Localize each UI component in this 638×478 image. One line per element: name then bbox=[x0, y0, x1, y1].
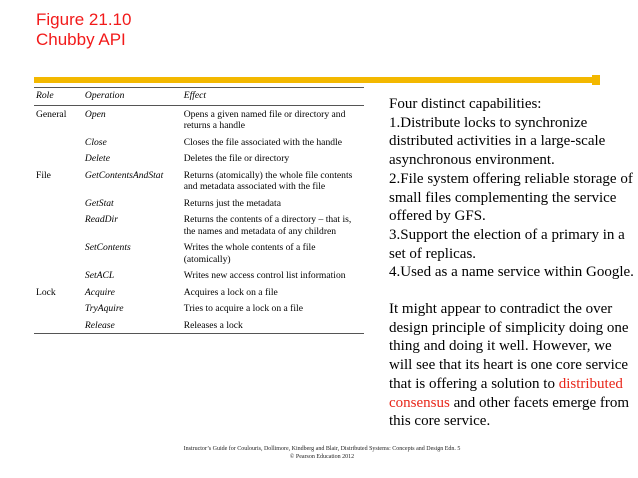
effect-cell: Deletes the file or directory bbox=[183, 153, 290, 164]
table-header-row bbox=[34, 88, 364, 106]
table-row bbox=[34, 267, 364, 284]
operation-cell: GetStat bbox=[84, 197, 114, 209]
role-cell bbox=[34, 300, 83, 317]
operation-cell: SetContents bbox=[84, 242, 131, 253]
table-row bbox=[34, 239, 364, 267]
table-row bbox=[34, 284, 364, 301]
chubby-api-table bbox=[34, 87, 364, 334]
paragraph-text-start: It might appear to contradict the over design principle of simplicity doing one thing and doing it well. However, we will see that its heart is one core service that is offering a solution to bbox=[389, 301, 629, 392]
role-cell: Lock bbox=[36, 286, 56, 298]
table-row bbox=[34, 150, 364, 167]
capability-4: 4.Used as a name service within Google. bbox=[389, 264, 634, 281]
table-row bbox=[34, 134, 364, 151]
effect-cell: Tries to acquire a lock on a file bbox=[183, 303, 303, 314]
distributed-consensus-highlight: distributed consensus bbox=[389, 375, 623, 411]
effect-cell: Returns (atomically) the whole file contents and metadata associated with the file bbox=[183, 169, 353, 192]
operation-cell: Open bbox=[84, 108, 106, 120]
effect-cell: Writes new access control list information bbox=[183, 270, 346, 281]
operation-cell: GetContentsAndStat bbox=[84, 169, 164, 181]
header-effect: Effect bbox=[182, 88, 364, 106]
operation-cell: Release bbox=[83, 317, 182, 334]
divider-bar-end bbox=[592, 75, 600, 85]
operation-cell: SetACL bbox=[84, 270, 115, 281]
role-cell bbox=[34, 134, 83, 151]
role-cell bbox=[34, 195, 83, 212]
capability-3: 3.Support the election of a primary in a set of replicas. bbox=[389, 226, 625, 262]
effect-cell: Releases a lock bbox=[182, 317, 364, 334]
role-cell bbox=[34, 317, 83, 334]
slide-title-line1: Figure 21.10 bbox=[36, 10, 132, 29]
table-row bbox=[34, 167, 364, 195]
header-role: Role bbox=[34, 88, 83, 106]
effect-cell: Acquires a lock on a file bbox=[183, 286, 278, 298]
role-cell: General bbox=[36, 108, 67, 120]
table-row bbox=[34, 195, 364, 212]
header-operation: Operation bbox=[83, 88, 182, 106]
effect-cell: Returns just the metadata bbox=[183, 197, 281, 209]
role-cell: File bbox=[36, 169, 51, 181]
capability-1: 1.Distribute locks to synchronize distributed activities in a large-scale asynchronous environment. bbox=[389, 114, 606, 169]
footer-citation: Instructor’s Guide for Coulouris, Dollimore, Kindberg and Blair, Distributed Systems: Concepts and Design Edn. 5 bbox=[183, 446, 461, 452]
table-row bbox=[34, 317, 364, 334]
table-row bbox=[34, 105, 364, 134]
capability-2: 2.File system offering reliable storage of small files complementing the service offered by GFS. bbox=[389, 170, 633, 225]
capabilities-heading: Four distinct capabilities: bbox=[389, 96, 542, 112]
role-cell bbox=[34, 150, 83, 167]
role-cell bbox=[34, 267, 83, 284]
effect-cell: Closes the file associated with the handle bbox=[183, 136, 342, 148]
operation-cell: Delete bbox=[84, 153, 110, 164]
table-row bbox=[34, 211, 364, 239]
operation-cell: TryAquire bbox=[84, 303, 124, 314]
design-paragraph bbox=[389, 300, 635, 431]
effect-cell: Returns the contents of a directory – that is, the names and metadata of any children bbox=[183, 214, 352, 237]
effect-cell: Opens a given named file or directory and returns a handle bbox=[183, 108, 346, 131]
title-divider-bar bbox=[34, 77, 598, 83]
footer-copyright: © Pearson Education 2012 bbox=[289, 454, 355, 460]
role-cell bbox=[34, 211, 83, 239]
operation-cell: ReadDir bbox=[84, 214, 118, 225]
table-row bbox=[34, 300, 364, 317]
slide-footer bbox=[172, 445, 472, 461]
operation-cell: Close bbox=[84, 136, 107, 148]
role-cell bbox=[34, 239, 83, 267]
notes-panel bbox=[389, 95, 635, 431]
effect-cell: Writes the whole contents of a file (atomically) bbox=[183, 242, 316, 265]
operation-cell: Acquire bbox=[84, 286, 115, 298]
paragraph-text-end: and other facets emerge from this core service. bbox=[389, 394, 630, 430]
slide-title-line2: Chubby API bbox=[36, 30, 126, 49]
